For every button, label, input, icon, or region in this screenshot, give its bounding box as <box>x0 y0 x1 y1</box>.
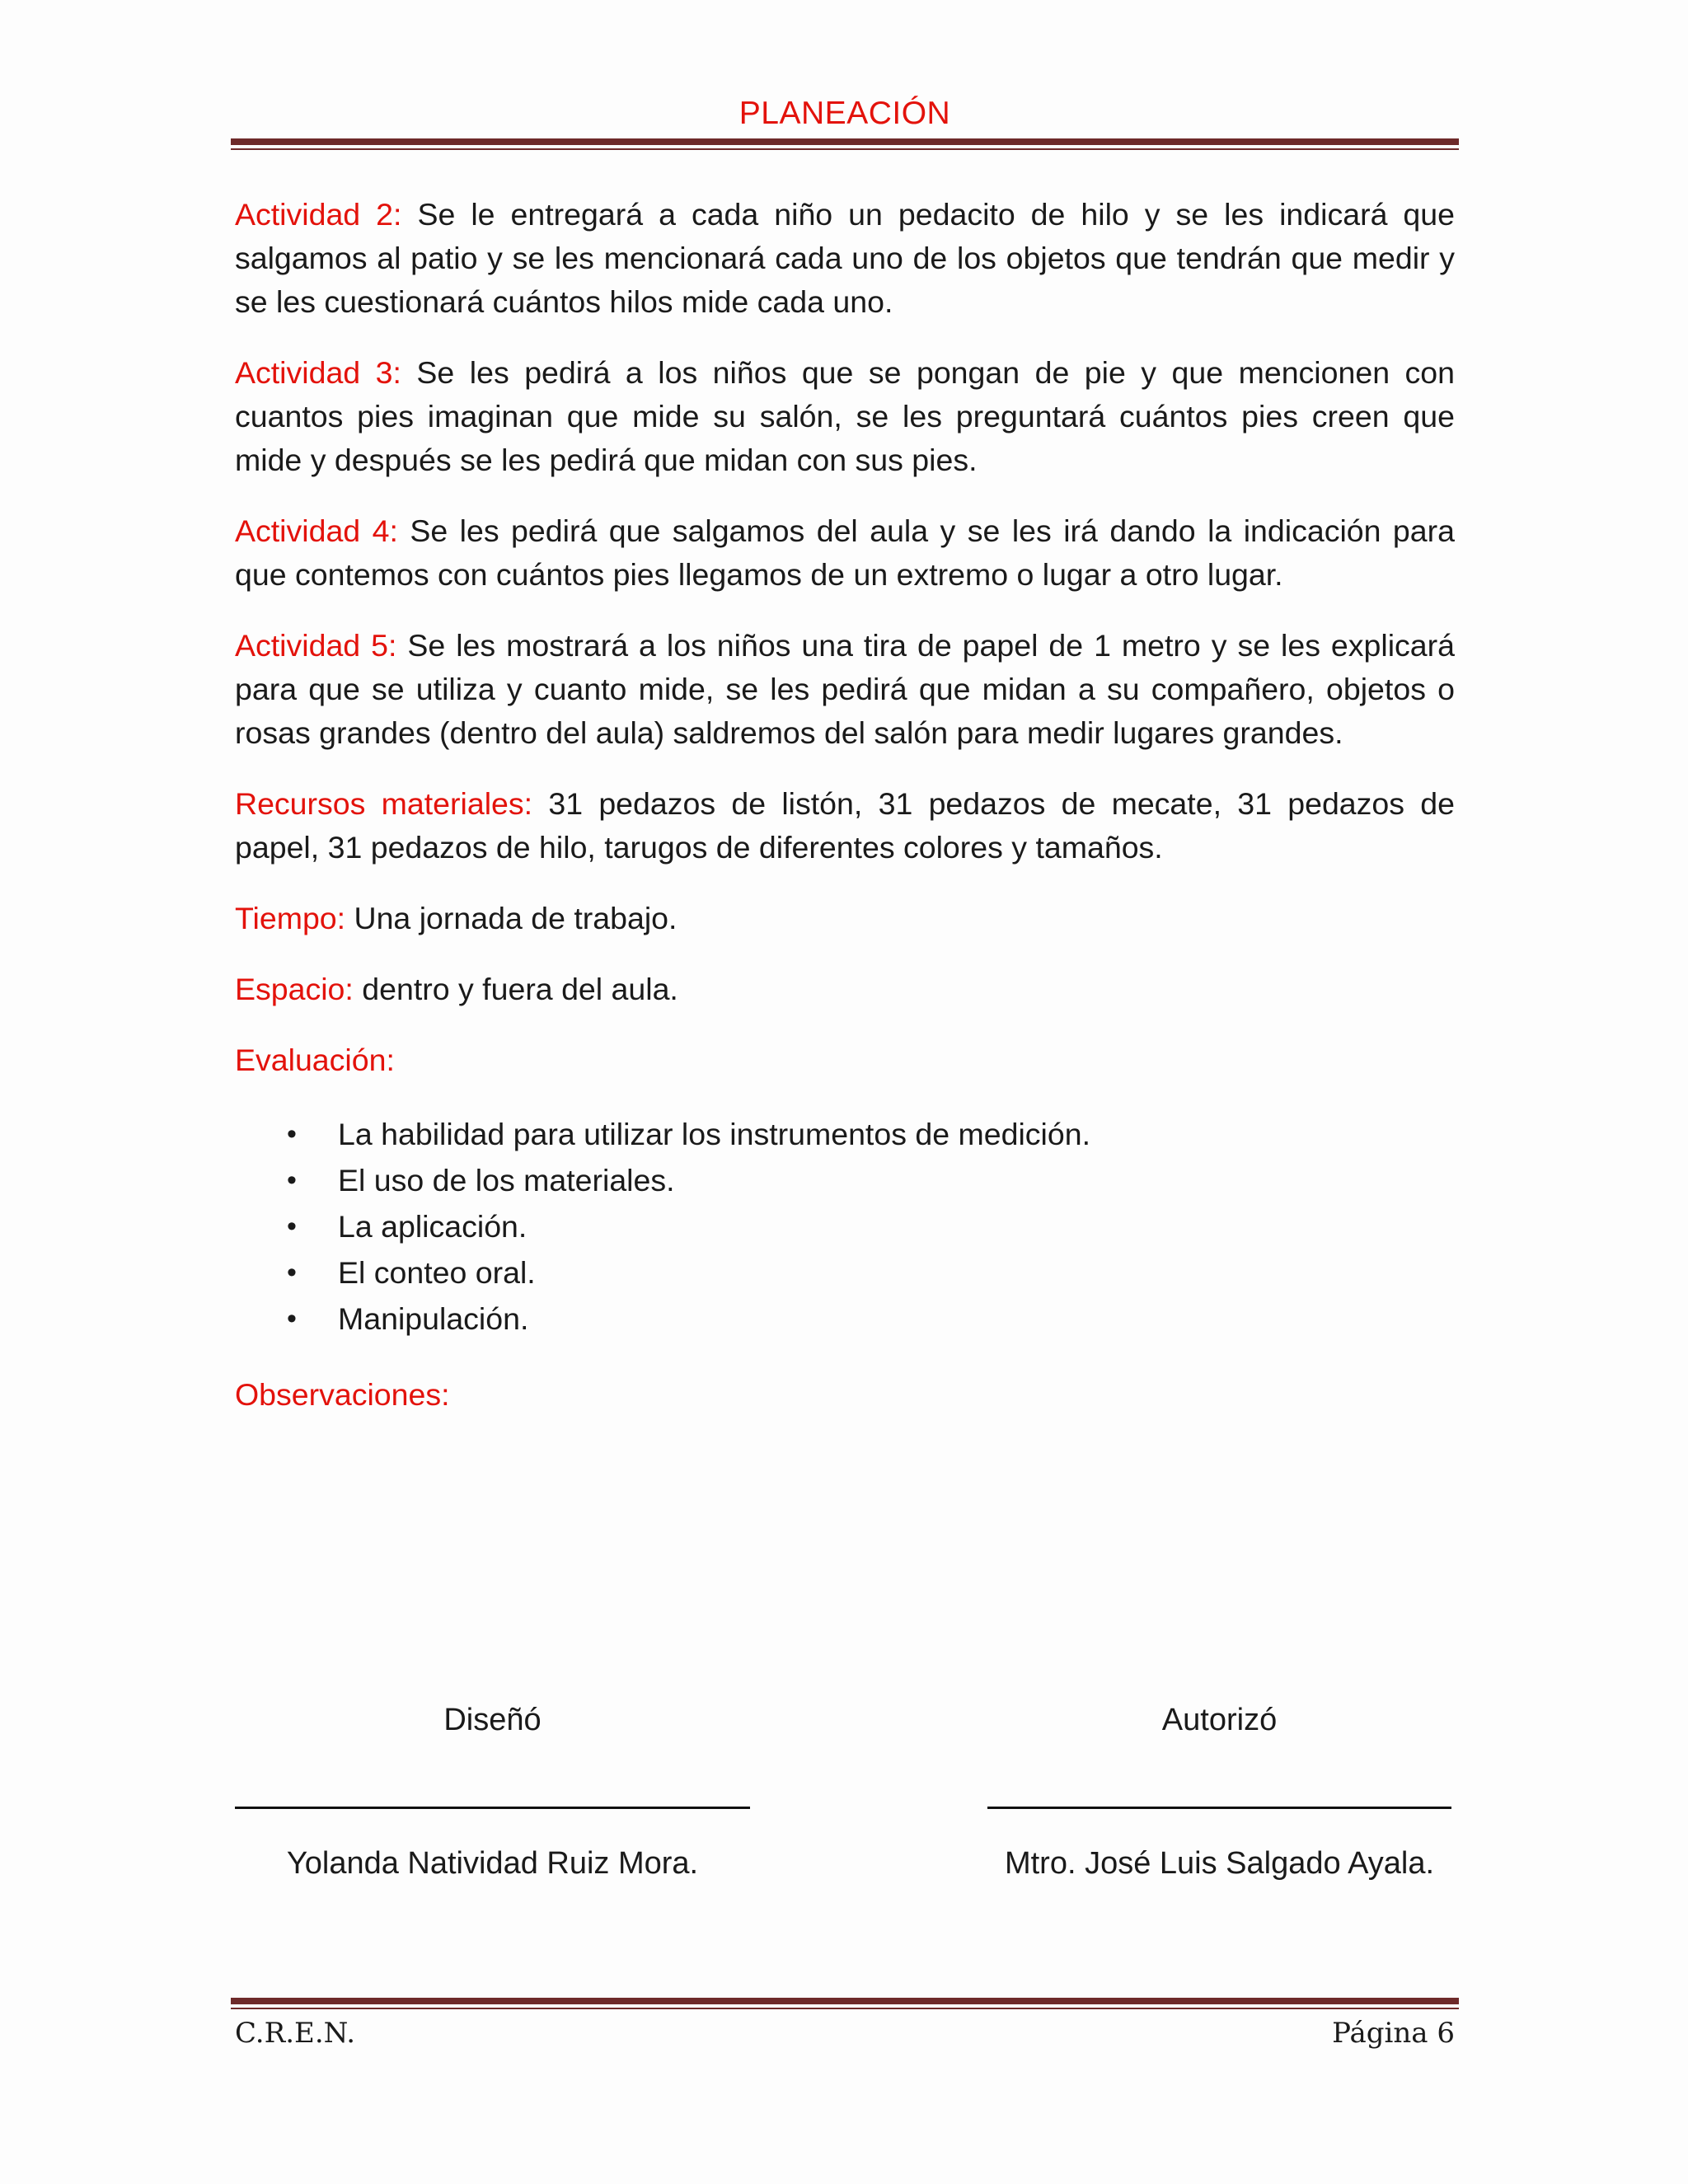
activity-5-text: Se les mostrará a los niños una tira de papel de 1 metro y se les explicará para que se utiliza y cuanto mide, se les pedirá que midan a su compañero, objetos o rosas grandes (dentro del aula) saldremos del salón para medir lugares grandes. <box>235 628 1456 750</box>
signature-left-name: Yolanda Natividad Ruiz Mora. <box>286 1846 699 1881</box>
signature-right-name: Mtro. José Luis Salgado Ayala. <box>1004 1846 1435 1881</box>
activity-3-text: Se les pedirá a los niños que se pongan de pie y que mencionen con cuantos pies imaginan que mide su salón, se les preguntará cuántos pies creen que mide y después se les pedirá que midan con sus pies. <box>235 355 1455 477</box>
activity-4-label: Actividad 4: <box>235 513 398 548</box>
page-header-title: PLANEACIÓN <box>738 96 951 131</box>
bullet-icon: • <box>287 1118 297 1150</box>
header-rule <box>231 138 1459 150</box>
time-text: Una jornada de trabajo. <box>354 901 678 935</box>
document-body <box>235 193 1455 1447</box>
activity-2-label: Actividad 2: <box>235 197 402 232</box>
resources-text: 31 pedazos de listón, 31 pedazos de mecate, 31 pedazos de papel, 31 pedazos de hilo, tarugos de diferentes colores y tamaños. <box>235 786 1455 865</box>
bullet-icon: • <box>287 1257 297 1288</box>
space-label: Espacio: <box>235 972 354 1006</box>
footer-institution: C.R.E.N. <box>235 2017 356 2050</box>
activity-5-label: Actividad 5: <box>235 628 397 663</box>
activity-4-text: Se les pedirá que salgamos del aula y se les irá dando la indicación para que contemos con cuántos pies llegamos de un extremo o lugar a otro lugar. <box>235 513 1455 592</box>
header-rule-thick <box>231 138 1459 145</box>
observations-heading: Observaciones: <box>235 1376 450 1412</box>
page-number: Página 6 <box>1332 2017 1455 2050</box>
activity-3-paragraph <box>235 351 1455 482</box>
bullet-icon: • <box>287 1165 297 1196</box>
activity-4-paragraph <box>235 509 1455 597</box>
evaluation-item-text: El conteo oral. <box>338 1255 536 1290</box>
list-item <box>235 1249 1455 1296</box>
time-label: Tiempo: <box>235 901 346 935</box>
evaluation-item-text: La aplicación. <box>338 1209 528 1244</box>
bullet-icon: • <box>287 1303 297 1334</box>
space-paragraph <box>235 968 1455 1011</box>
signature-right-title: Autorizó <box>1161 1703 1278 1737</box>
bullet-icon: • <box>287 1211 297 1242</box>
list-item <box>235 1157 1455 1203</box>
list-item <box>235 1203 1455 1249</box>
activity-5-paragraph <box>235 624 1455 755</box>
activity-3-label: Actividad 3: <box>235 355 401 390</box>
evaluation-item-text: Manipulación. <box>338 1301 529 1336</box>
signature-left-line <box>235 1807 750 1809</box>
space-text: dentro y fuera del aula. <box>362 972 678 1006</box>
signature-left-title: Diseñó <box>443 1703 542 1737</box>
list-item <box>235 1296 1455 1342</box>
resources-paragraph <box>235 782 1455 869</box>
evaluation-list <box>235 1111 1455 1342</box>
footer-rule-thin <box>231 2008 1459 2009</box>
list-item <box>235 1111 1455 1157</box>
footer-rule <box>231 1998 1459 2009</box>
activity-2-paragraph <box>235 193 1455 324</box>
resources-label: Recursos materiales: <box>235 786 533 821</box>
signature-right-line <box>987 1807 1451 1809</box>
evaluation-item-text: El uso de los materiales. <box>338 1163 675 1197</box>
evaluation-item-text: La habilidad para utilizar los instrumentos de medición. <box>338 1117 1091 1151</box>
time-paragraph <box>235 897 1455 940</box>
activity-2-text: Se le entregará a cada niño un pedacito de hilo y se les indicará que salgamos al patio y se les mencionará cada uno de los objetos que tendrán que medir y se les cuestionará cuántos hilos mide cada uno. <box>235 197 1456 319</box>
footer-rule-thick <box>231 1998 1459 2004</box>
header-rule-thin <box>231 148 1459 150</box>
evaluation-heading: Evaluación: <box>235 1043 395 1077</box>
